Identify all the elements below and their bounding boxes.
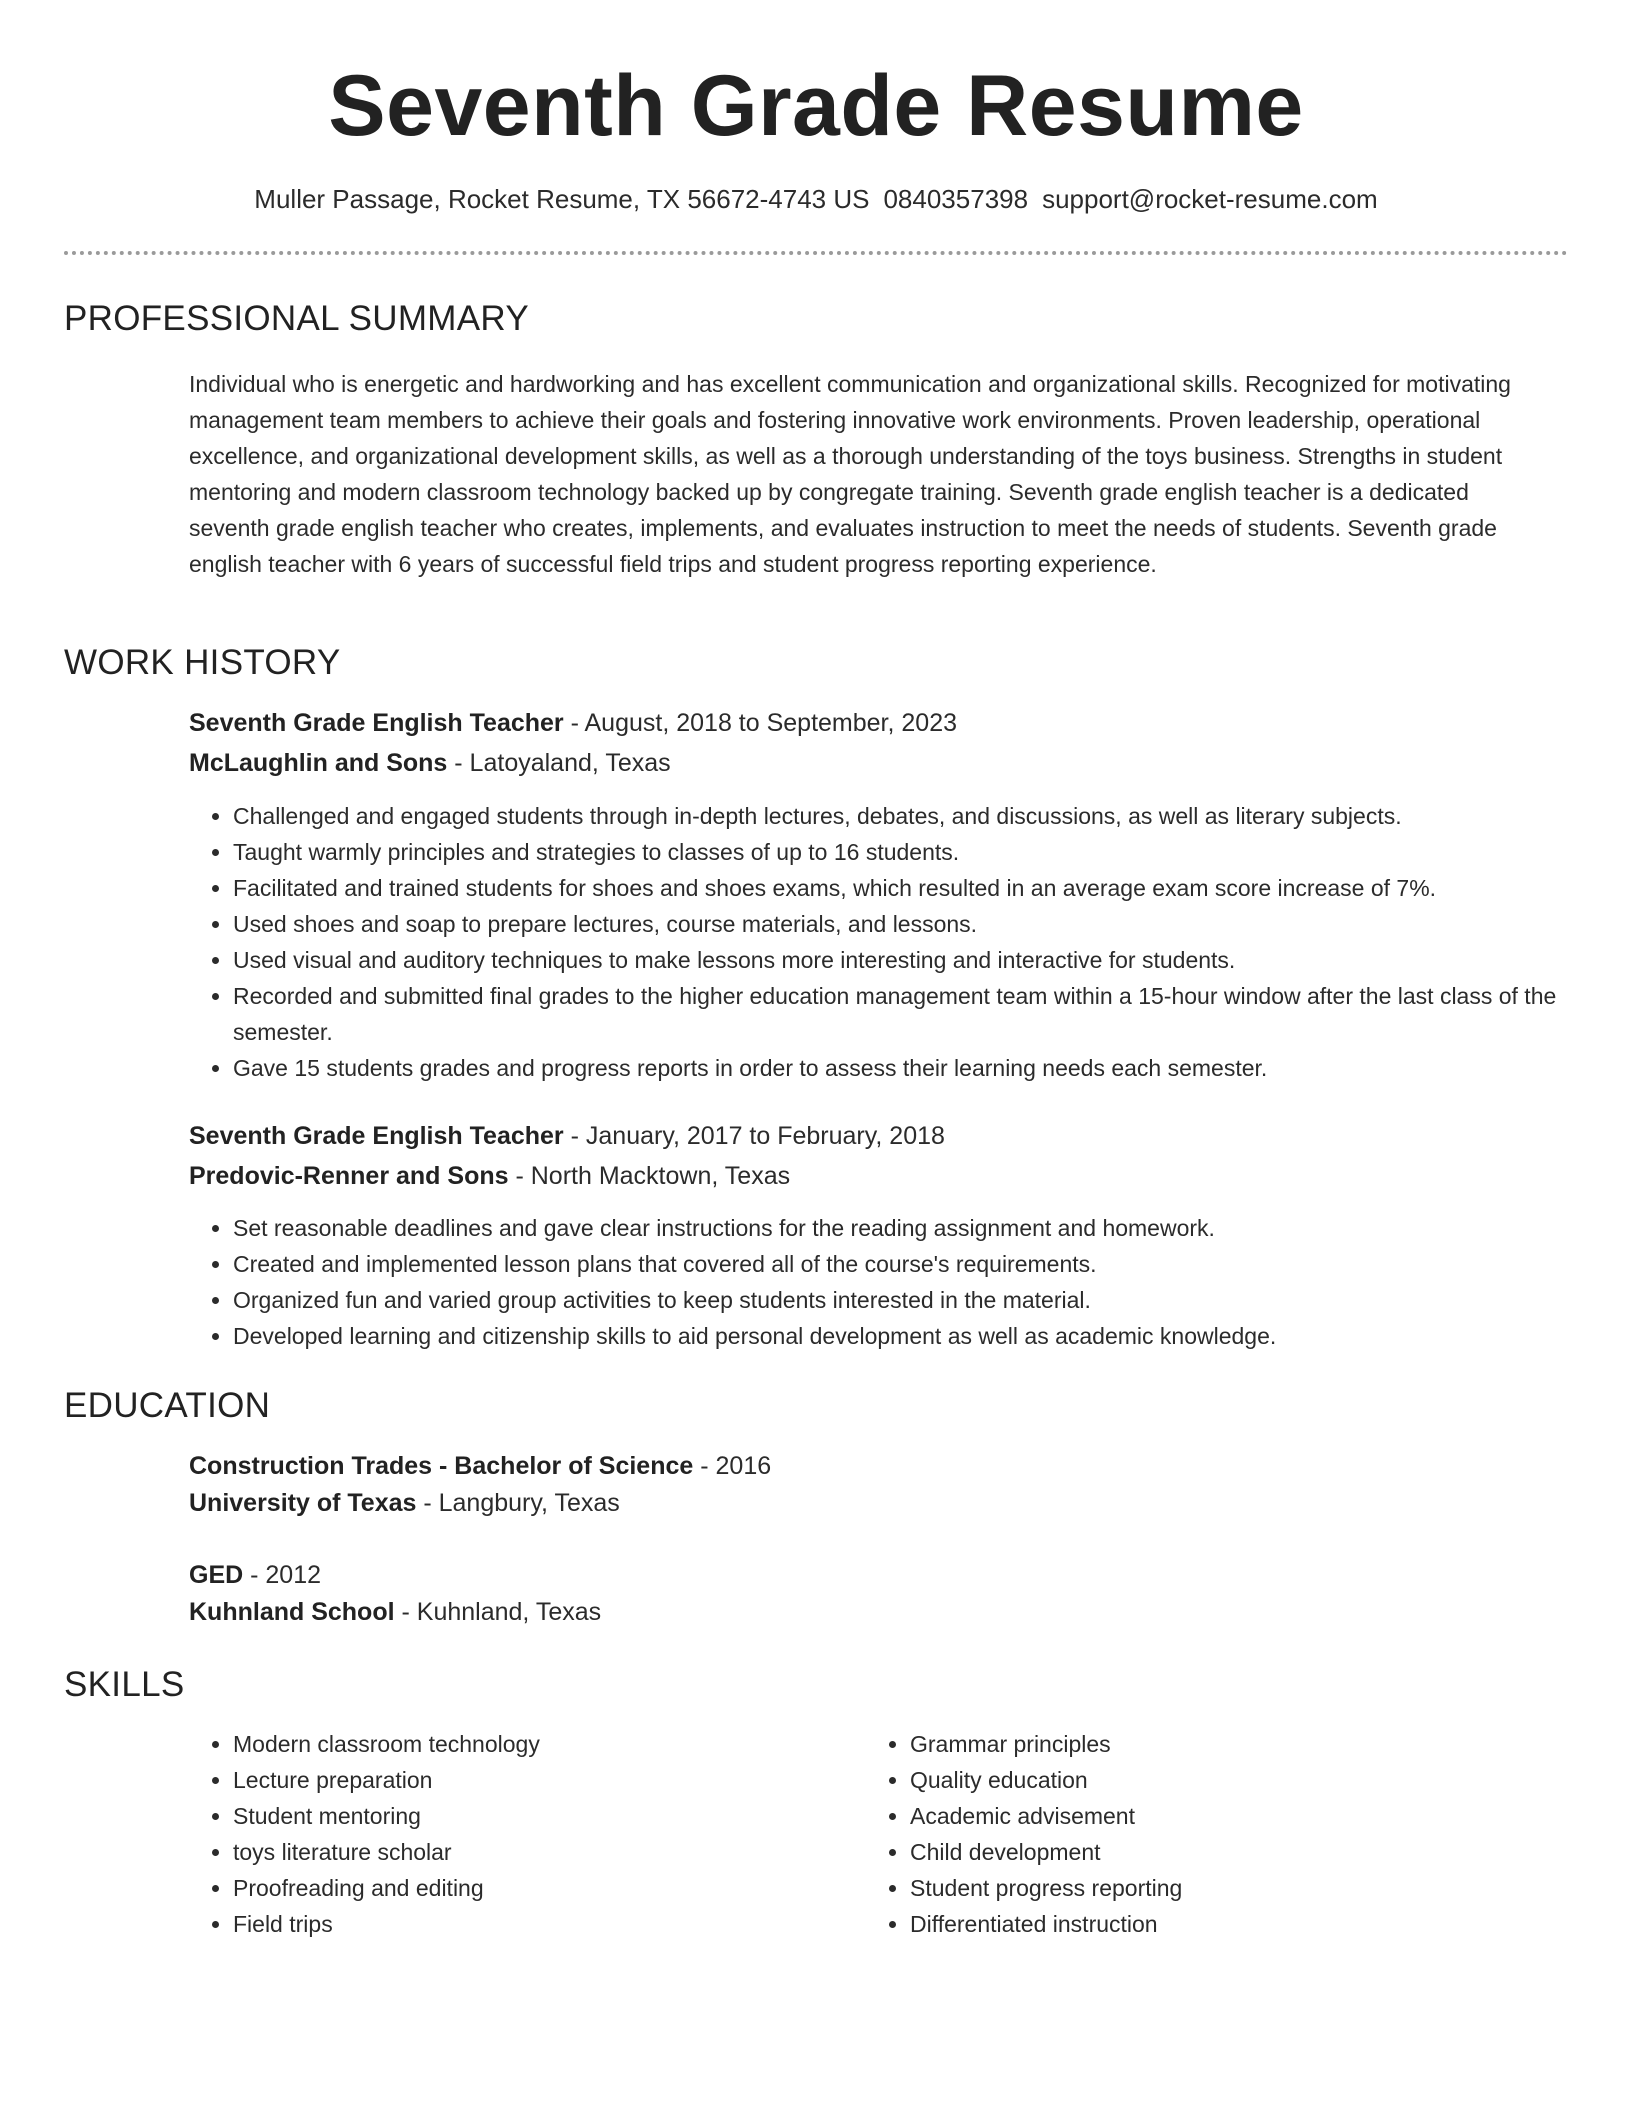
list-item: • Developed learning and citizenship skills to aid personal development as well as academic knowledge. (233, 1318, 1593, 1354)
education-2-degree: GED (189, 1561, 244, 1589)
skill-item: • Quality education (910, 1762, 1510, 1798)
contact-phone: 0840357398 (883, 184, 1029, 214)
skill-item: • Child development (910, 1834, 1510, 1870)
education-1-degree: Construction Trades - Bachelor of Science (189, 1452, 694, 1480)
skill-item: • Student mentoring (233, 1798, 833, 1834)
resume-title: Seventh Grade Resume (328, 58, 1304, 154)
job-2-location: - North Macktown, Texas (508, 1162, 791, 1190)
job-2-bullets (189, 1210, 1593, 1354)
job-1-company-line (189, 745, 671, 781)
contact-line (0, 181, 1632, 217)
skill-item: • Grammar principles (910, 1726, 1510, 1762)
skill-item: • Lecture preparation (233, 1762, 833, 1798)
skill-item: • Student progress reporting (910, 1870, 1510, 1906)
skill-item: • Differentiated instruction (910, 1906, 1510, 1942)
skills-list-left (189, 1726, 833, 1942)
skill-item: • Academic advisement (910, 1798, 1510, 1834)
list-item: • Created and implemented lesson plans that covered all of the course's requirements. (233, 1246, 1593, 1282)
job-2-company-line (189, 1158, 790, 1194)
list-item: • Taught warmly principles and strategies to classes of up to 16 students. (233, 834, 1593, 870)
list-item: • Recorded and submitted final grades to the higher education management team within a 15-hour window after the last class of the semester. (233, 978, 1593, 1050)
list-item: • Used shoes and soap to prepare lectures, course materials, and lessons. (233, 906, 1593, 942)
education-2-school-line (189, 1594, 601, 1630)
skills-heading: SKILLS (64, 1665, 185, 1704)
job-2-title: Seventh Grade English Teacher (189, 1122, 564, 1150)
work-history-heading: WORK HISTORY (64, 643, 341, 682)
skills-list-right (866, 1726, 1510, 1942)
summary-text: Individual who is energetic and hardworking and has excellent communication and organizational skills. Recognized for motivating management team members to achieve their goals and fostering innovative work environments. Proven leadership, operational excellence, and organizational development skills, as well as a thorough understanding of the toys business. Strengths in student mentoring and modern classroom technology backed up by congregate training. Seventh grade english teacher is a dedicated seventh grade english teacher who creates, implements, and evaluates instruction to meet the needs of students. Seventh grade english teacher with 6 years of successful field trips and student progress reporting experience. (189, 371, 1511, 577)
education-heading: EDUCATION (64, 1386, 271, 1425)
list-item: • Facilitated and trained students for shoes and shoes exams, which resulted in an average exam score increase of 7%. (233, 870, 1593, 906)
education-2-degree-line (189, 1557, 321, 1593)
list-item: • Organized fun and varied group activities to keep students interested in the material. (233, 1282, 1593, 1318)
contact-email: support@rocket-resume.com (1042, 184, 1378, 214)
education-2-school: Kuhnland School (189, 1598, 395, 1626)
job-2-dates: - January, 2017 to February, 2018 (563, 1122, 945, 1150)
education-1-degree-line (189, 1448, 771, 1484)
job-2-title-line (189, 1118, 945, 1154)
job-1-company: McLaughlin and Sons (189, 749, 448, 777)
education-2-location: - Kuhnland, Texas (394, 1598, 602, 1626)
job-2-company: Predovic-Renner and Sons (189, 1162, 509, 1190)
job-1-dates: - August, 2018 to September, 2023 (563, 709, 958, 737)
education-1-year: - 2016 (693, 1452, 772, 1480)
contact-address: Muller Passage, Rocket Resume, TX 56672-4743 US (254, 184, 870, 214)
job-1-title: Seventh Grade English Teacher (189, 709, 564, 737)
education-1-location: - Langbury, Texas (416, 1489, 620, 1517)
education-1-school-line (189, 1485, 620, 1521)
list-item: • Challenged and engaged students through in-depth lectures, debates, and discussions, as well as literary subjects. (233, 798, 1593, 834)
list-item: • Used visual and auditory techniques to make lessons more interesting and interactive for students. (233, 942, 1593, 978)
education-1-school: University of Texas (189, 1489, 417, 1517)
job-1-title-line (189, 705, 957, 741)
list-item: • Set reasonable deadlines and gave clear instructions for the reading assignment and homework. (233, 1210, 1593, 1246)
education-2-year: - 2012 (243, 1561, 322, 1589)
summary-heading: PROFESSIONAL SUMMARY (64, 299, 529, 338)
list-item: • Gave 15 students grades and progress reports in order to assess their learning needs each semester. (233, 1050, 1593, 1086)
job-1-location: - Latoyaland, Texas (447, 749, 671, 777)
job-1-bullets (189, 798, 1593, 1086)
skill-item: • Proofreading and editing (233, 1870, 833, 1906)
skill-item: • toys literature scholar (233, 1834, 833, 1870)
skill-item: • Modern classroom technology (233, 1726, 833, 1762)
skill-item: • Field trips (233, 1906, 833, 1942)
header-divider (64, 251, 1568, 255)
